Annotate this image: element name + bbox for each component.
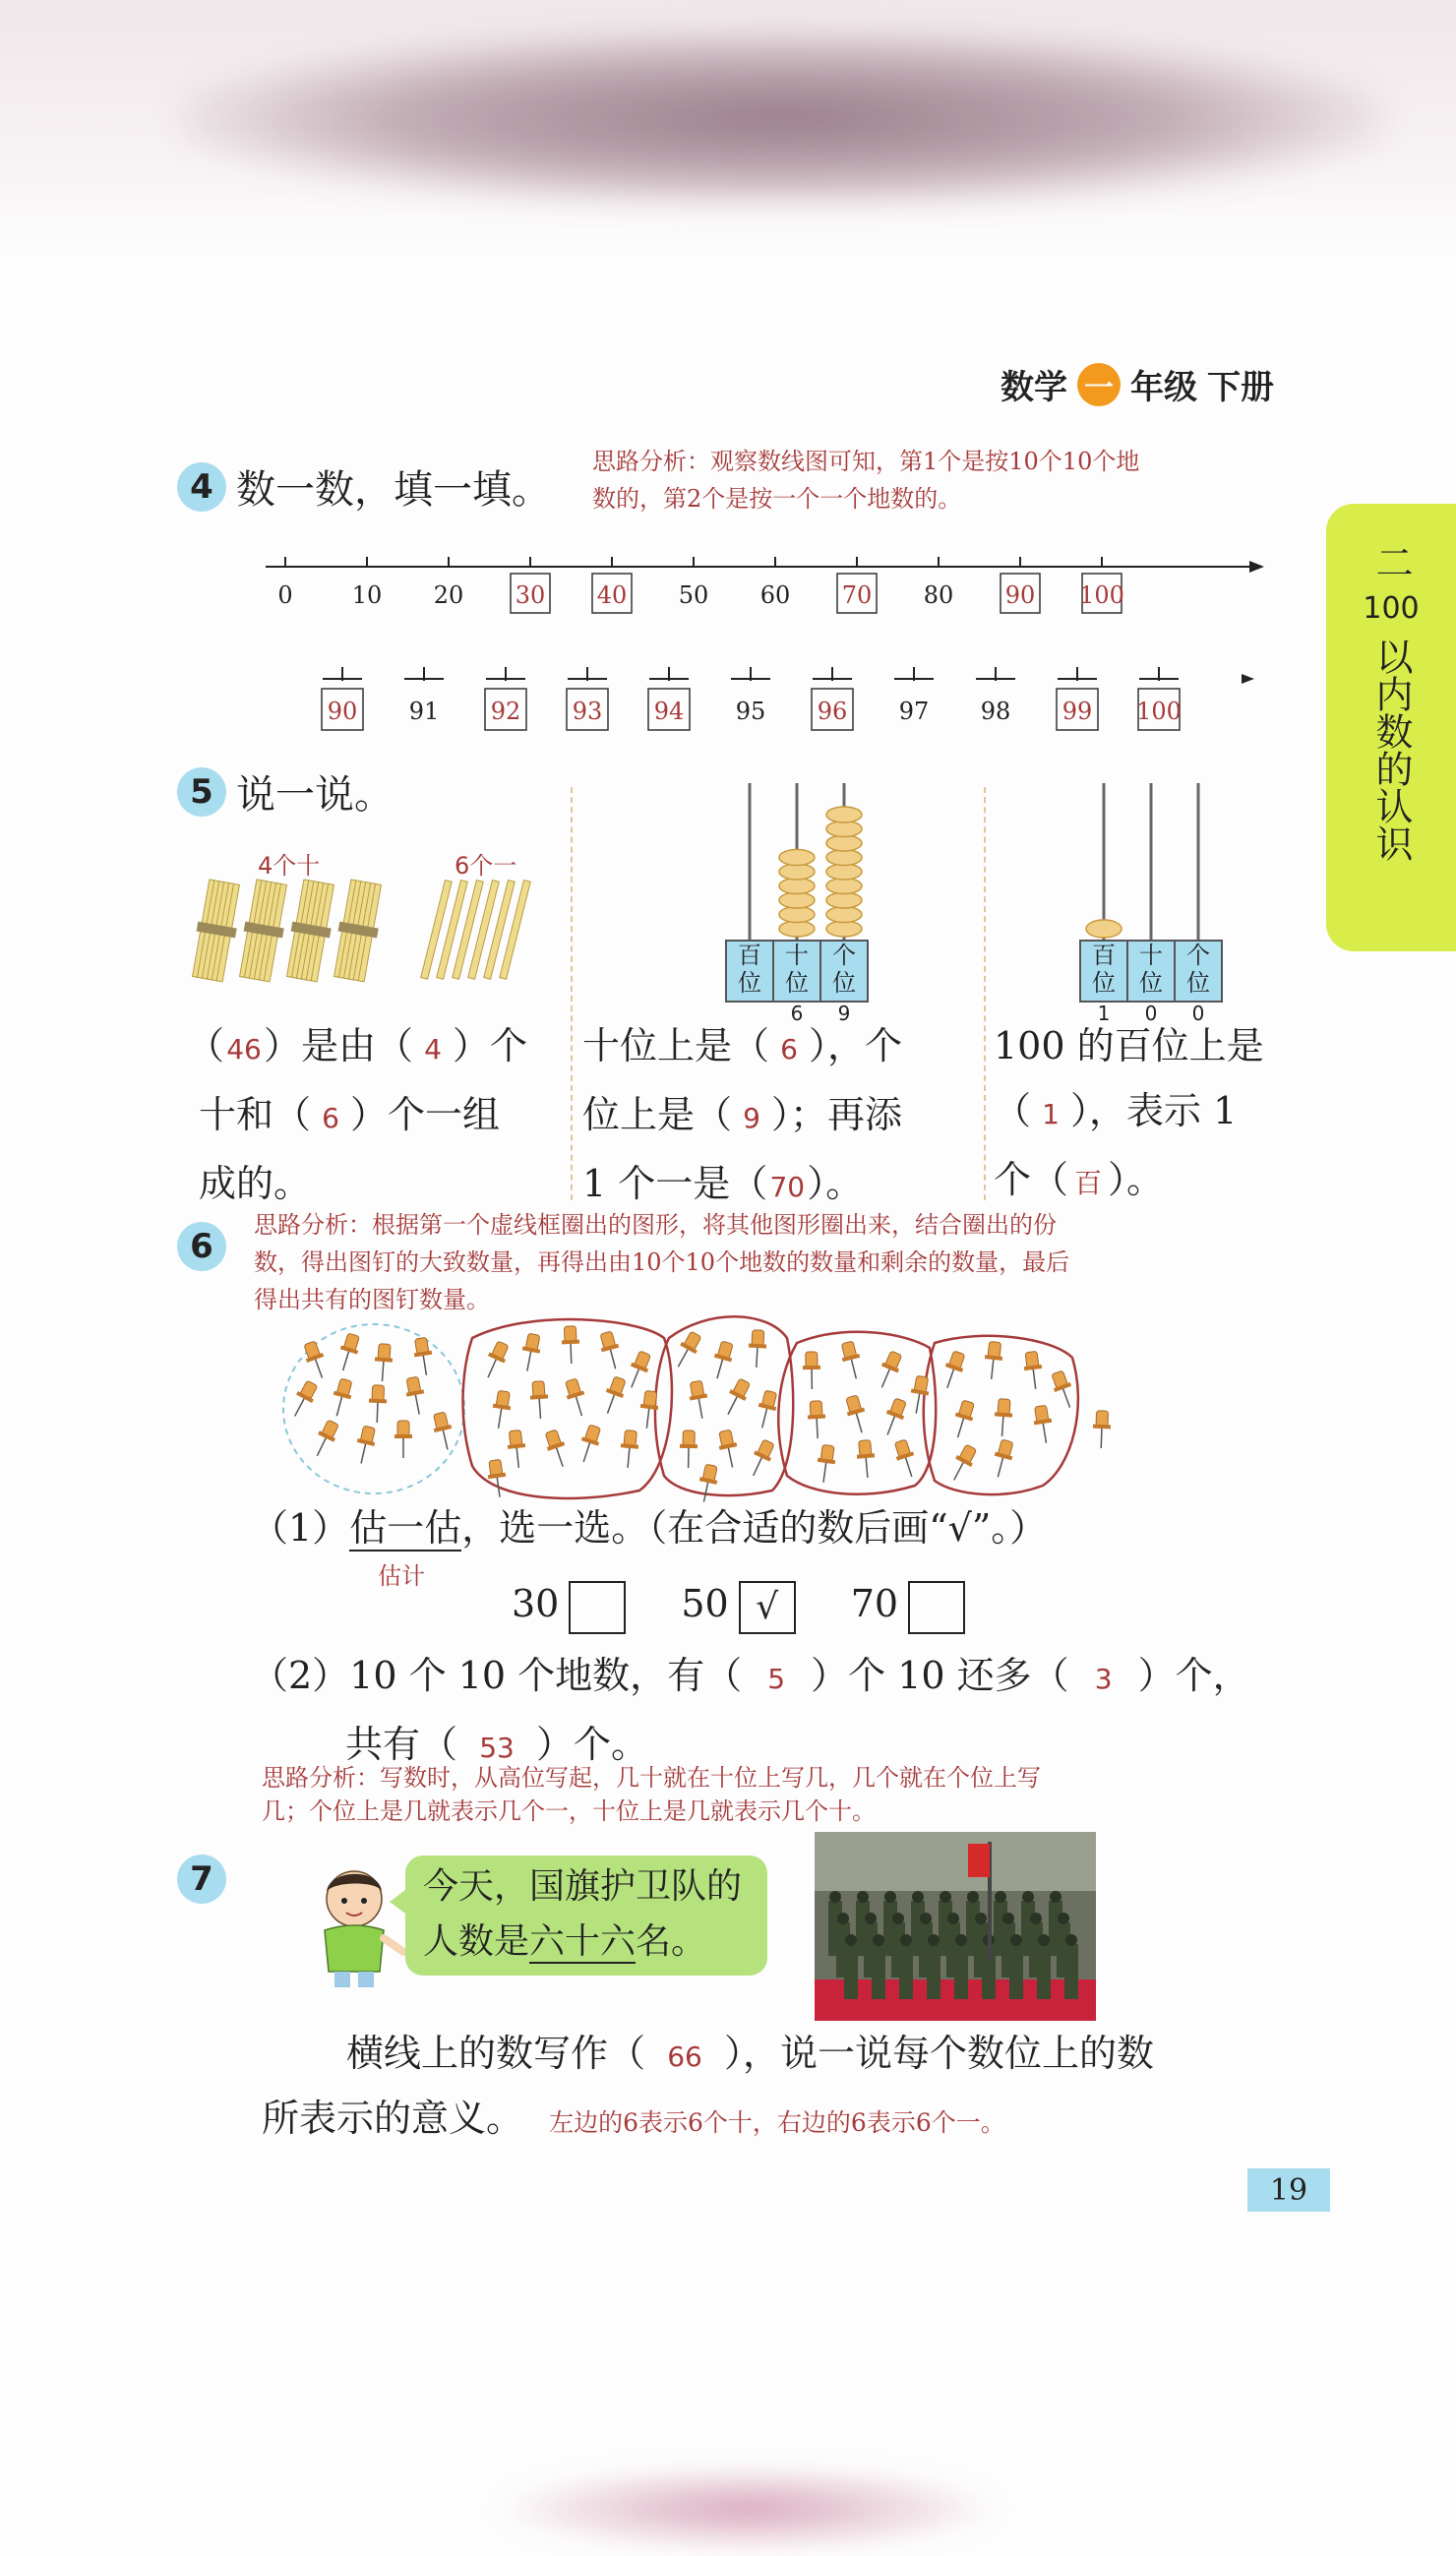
thumbtack-icon (623, 1350, 653, 1391)
stick-bundle (331, 879, 387, 982)
thumbtack-icon (561, 1326, 579, 1365)
thumbtack-icon (856, 1439, 877, 1478)
tick-label: 100 (1079, 581, 1124, 609)
question-7-number: 7 (177, 1855, 226, 1904)
thumbtack-icon (891, 1438, 920, 1480)
tick-label: 60 (759, 581, 791, 609)
note-line: 思路分析：根据第一个虚线框圈出的图形，将其他图形圈出来，结合圈出的份 (254, 1211, 1057, 1239)
answer: 9 (743, 1102, 760, 1134)
note-line: 几；个位上是几就表示几个一，十位上是几就表示几个十。 (262, 1797, 876, 1825)
tens-label: 4个十 (258, 852, 321, 880)
thumbtack-icon (352, 1425, 378, 1465)
tick-label: 94 (653, 698, 685, 725)
thumbtack-icon (746, 1438, 777, 1480)
note-line: 思路分析：观察数线图可知，第1个是按10个10个地 (592, 448, 1140, 475)
grade-badge: 一 (1077, 363, 1121, 406)
bead (826, 835, 862, 851)
tick-label: 90 (327, 698, 358, 725)
page-header (1001, 360, 1274, 408)
options-row (512, 1571, 965, 1636)
thumbtack-icon (486, 1459, 509, 1498)
answer: 4 (424, 1033, 442, 1065)
thumbtack-icon (287, 1379, 321, 1421)
soldier (872, 1944, 885, 1999)
thumbtack-icon (939, 1350, 967, 1391)
thumbtack-icon (716, 1429, 742, 1469)
thumbtack-icon (990, 1438, 1016, 1479)
bead (826, 822, 862, 837)
soldier (1009, 1944, 1023, 1999)
thumbtacks-illustration (275, 1299, 1200, 1505)
tick-label: 0 (277, 581, 293, 609)
tick-label: 98 (980, 698, 1011, 725)
thumbtack-icon (637, 1390, 659, 1430)
thumbtack-icon (563, 1377, 590, 1419)
q5-paragraph-2: 十位上是（ 6 ），个 位上是（ 9 ）；再添 1 个一是（70）。 (582, 1013, 986, 1220)
thumbtack-icon (576, 1424, 604, 1465)
thumbtack-icon (838, 1340, 865, 1380)
answer: 53 (479, 1732, 515, 1764)
boy-illustration (307, 1861, 405, 1989)
bead (779, 921, 815, 937)
thumbtack-icon (874, 1350, 904, 1391)
arrow-icon (1249, 561, 1264, 573)
answer: 70 (769, 1171, 806, 1203)
thumbtack-icon (506, 1430, 527, 1469)
unit-number: 二 (1369, 543, 1413, 580)
digit: 0 (1144, 1002, 1158, 1025)
thumbtack-icon (1092, 1411, 1111, 1449)
place-label-hundreds: 百 位 (1092, 942, 1116, 997)
underlined-number-words: 六十六 (529, 1921, 637, 1962)
stick-bundle (189, 879, 245, 982)
note-line: 得出共有的图钉数量。 (254, 1286, 490, 1313)
bead (826, 892, 862, 908)
thumbtack-icon (301, 1340, 331, 1381)
stick-bundle (236, 879, 292, 982)
thumbtack-icon (687, 1380, 710, 1421)
soldier (899, 1944, 913, 1999)
bead (826, 879, 862, 894)
thumbtack-icon (880, 1397, 909, 1438)
top-blur-band (177, 30, 1387, 207)
divider (571, 787, 573, 1200)
q7-text-line-1: 横线上的数写作（ 66 ），说一说每个数位上的数 (346, 2021, 1154, 2090)
thumbtack-icon (949, 1399, 977, 1440)
digit: 1 (1097, 1002, 1111, 1025)
q5-paragraph-3: 100 的百位上是 （ 1 ），表示 1 个（ 百 ）。 (994, 1013, 1318, 1216)
option-checkbox[interactable] (908, 1581, 965, 1634)
bead (826, 921, 862, 937)
q6-note-2 (262, 1761, 1304, 1828)
speech-bubble: 今天，国旗护卫队的 人数是六十六名。 (405, 1856, 767, 1976)
thumbtack-icon (529, 1380, 550, 1419)
thumbtack-icon (1022, 1351, 1044, 1390)
answer: 5 (767, 1663, 786, 1695)
q6-part-1: （1）估一估，选一选。（在合适的数后画“√”。） (251, 1506, 1048, 1550)
header-volume: 下册 (1207, 368, 1274, 407)
header-subject: 数学 (1001, 368, 1067, 407)
thumbtack-icon (490, 1390, 514, 1430)
digit: 6 (790, 1002, 804, 1025)
thumbtack-icon (542, 1429, 571, 1470)
number-lines (246, 541, 1269, 758)
page-number: 19 (1247, 2168, 1330, 2212)
bead (826, 907, 862, 923)
thumbtack-icon (309, 1419, 341, 1460)
thumbtack-icon (1032, 1405, 1056, 1444)
digit: 9 (837, 1002, 851, 1025)
option-checkbox[interactable]: √ (739, 1581, 796, 1634)
option-30[interactable]: 30 (512, 1571, 626, 1636)
soldier (1064, 1944, 1078, 1999)
digit: 0 (1191, 1002, 1205, 1025)
bundles-illustration (187, 876, 561, 994)
bottom-blur (492, 2465, 1003, 2553)
unit-title: 以内数的认识 (1369, 638, 1413, 862)
tick-label: 50 (678, 581, 709, 609)
thumbtack-icon (368, 1385, 387, 1424)
option-70[interactable]: 70 (851, 1571, 965, 1636)
thumbtack-icon (619, 1430, 639, 1468)
thumbtack-icon (412, 1337, 436, 1376)
option-50[interactable]: 50 √ (681, 1571, 795, 1636)
bead (826, 807, 862, 822)
thumbtack-icon (983, 1341, 1004, 1380)
tick-label: 97 (898, 698, 930, 725)
thumbtack-icon (748, 1330, 767, 1369)
thumbtack-icon (599, 1375, 629, 1417)
question-6-number: 6 (177, 1222, 226, 1271)
underlined-term: 估一估 (349, 1506, 462, 1550)
tick-label: 95 (735, 698, 766, 725)
unit-range: 100 (1363, 591, 1420, 626)
thumbtack-icon (803, 1352, 821, 1389)
single-sticks (421, 881, 530, 980)
place-label-tens: 十 位 (785, 942, 809, 997)
bead (779, 850, 815, 866)
thumbtack-icon (807, 1401, 826, 1439)
tick-label: 99 (1062, 698, 1093, 725)
tick-label: 90 (1004, 581, 1036, 609)
answer: 1 (1042, 1098, 1060, 1130)
q7-text-line-2: 所表示的意义。 左边的6表示6个十，右边的6表示6个一。 (262, 2097, 1005, 2140)
answer: 46 (226, 1033, 262, 1065)
tick-label: 10 (351, 581, 383, 609)
soldier (927, 1944, 940, 1999)
tick-label: 100 (1136, 698, 1182, 725)
thumbtack-icon (993, 1398, 1013, 1436)
thumbtack-icon (403, 1376, 428, 1417)
tick-label: 20 (433, 581, 464, 609)
thumbtack-icon (907, 1375, 931, 1416)
abacus-1-labels (726, 942, 868, 997)
thumbtack-icon (394, 1421, 412, 1458)
option-checkbox[interactable] (569, 1581, 626, 1634)
question-4-number: 4 (177, 462, 226, 512)
soldier (844, 1944, 858, 1999)
question-5-title: 说一说。 (236, 772, 394, 818)
thumbtack-icon (518, 1333, 543, 1373)
header-grade: 年级 (1130, 368, 1197, 407)
ten-sticks-bundle (189, 879, 387, 982)
honor-guard-photo (815, 1832, 1096, 2021)
thumbtack-icon (597, 1330, 624, 1370)
thumbtack-icon (946, 1443, 980, 1485)
tick-label: 96 (817, 698, 848, 725)
note-line: 数，得出图钉的大致数量，再得出由10个10个地数的数量和剩余的数量，最后 (254, 1248, 1070, 1276)
bead (826, 850, 862, 866)
bead (779, 892, 815, 908)
thumbtack-icon (815, 1444, 837, 1484)
thumbtack-icon (1049, 1369, 1078, 1411)
bead (826, 864, 862, 880)
place-label-ones: 个 位 (1186, 942, 1210, 997)
thumbtack-icon (843, 1394, 871, 1434)
thumbtack-icon (720, 1377, 753, 1419)
tick-label: 80 (923, 581, 954, 609)
term-annotation: 估计 (378, 1562, 425, 1590)
tick-label: 40 (596, 581, 628, 609)
tick-label: 30 (515, 581, 546, 609)
question-4-note (592, 443, 1301, 517)
bead (1086, 920, 1122, 938)
tick-label: 91 (408, 698, 440, 725)
thumbtack-icon (329, 1377, 355, 1418)
question-4-title: 数一数，填一填。 (236, 467, 551, 513)
question-5-number: 5 (177, 767, 226, 817)
thumbtack-icon (754, 1389, 780, 1430)
note-line: 数的，第2个是按一个一个地数的。 (592, 485, 962, 513)
ones-label: 6个一 (455, 852, 517, 880)
answer: 6 (322, 1102, 339, 1134)
answer: 3 (1094, 1663, 1113, 1695)
arrow-icon (1242, 674, 1254, 684)
bead (779, 907, 815, 923)
bead (779, 864, 815, 880)
unit-side-tab (1326, 504, 1456, 951)
thumbtack-icon (334, 1332, 362, 1373)
thumbtack-icon (708, 1340, 736, 1380)
q5-paragraph-1: （46）是由（ 4 ）个 十和（ 6 ）个一组 成的。 (187, 1013, 571, 1216)
place-label-hundreds: 百 位 (738, 942, 761, 997)
tick-label: 70 (841, 581, 873, 609)
thumbtack-icon (431, 1411, 456, 1451)
q6-part-2: （2）10 个 10 个地数，有（ 5 ）个 10 还多（ 3 ）个， 共有（ 53 ）个。 (251, 1643, 1250, 1781)
speech-line: 今天，国旗护卫队的 (423, 1866, 743, 1907)
tick-label: 92 (490, 698, 521, 725)
place-label-ones: 个 位 (832, 942, 856, 997)
answer: 6 (780, 1033, 798, 1065)
place-label-tens: 十 位 (1139, 942, 1163, 997)
answer: 百 (1074, 1167, 1103, 1199)
thumbtack-icon (480, 1340, 512, 1381)
answer: 66 (667, 2040, 702, 2073)
abacus-2-labels (1080, 942, 1222, 997)
soldier (1037, 1944, 1051, 1999)
answer-note: 左边的6表示6个十，右边的6表示6个一。 (549, 2108, 1005, 2137)
note-line: 思路分析：写数时，从高位写起，几十就在十位上写几，几个就在个位上写 (262, 1764, 1041, 1792)
thumbtack-icon (373, 1343, 394, 1381)
soldier (954, 1944, 968, 1999)
tick-label: 93 (572, 698, 603, 725)
bead (779, 879, 815, 894)
thumbtack-icon (680, 1430, 698, 1468)
thumbtack-icon (670, 1330, 703, 1371)
stick-bundle (283, 879, 339, 982)
